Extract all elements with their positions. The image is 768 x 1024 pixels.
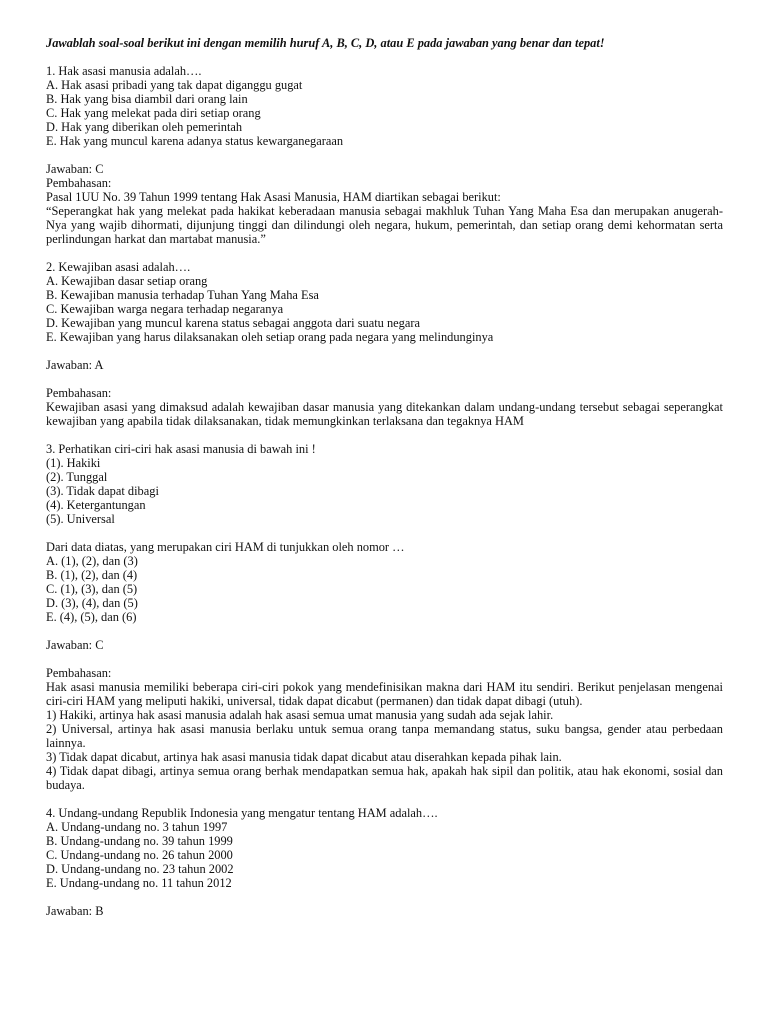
answer-option: E. Undang-undang no. 11 tahun 2012 xyxy=(46,876,232,890)
answer-option: E. (4), (5), dan (6) xyxy=(46,610,137,624)
answer-key: Jawaban: C xyxy=(46,162,104,176)
answer-option: A. Kewajiban dasar setiap orang xyxy=(46,274,208,288)
spacer xyxy=(46,652,723,666)
spacer xyxy=(46,428,723,442)
answer-key: Jawaban: B xyxy=(46,904,104,918)
answer-option: C. Kewajiban warga negara terhadap negaranya xyxy=(46,302,284,316)
answer-option: B. Hak yang bisa diambil dari orang lain xyxy=(46,92,248,106)
explanation-text: 3) Tidak dapat dicabut, artinya hak asasi manusia tidak dapat dicabut atau diserahkan kepada pihak lain. xyxy=(46,750,562,764)
explanation-text: “Seperangkat hak yang melekat pada hakikat keberadaan manusia sebagai makhluk Tuhan Yang Maha Esa dan merupakan anugerah-Nya yang wajib dihormati, dijunjung tinggi dan dilindungi oleh negara, hukum, pemerintah, dan setiap orang demi kehormatan serta perlindungan harkat dan martabat manusia.” xyxy=(46,204,723,246)
answer-option: B. Kewajiban manusia terhadap Tuhan Yang Maha Esa xyxy=(46,288,319,302)
explanation-text: Pasal 1UU No. 39 Tahun 1999 tentang Hak Asasi Manusia, HAM diartikan sebagai berikut: xyxy=(46,190,501,204)
spacer xyxy=(46,246,723,260)
answer-option: A. (1), (2), dan (3) xyxy=(46,554,138,568)
answer-option: D. Kewajiban yang muncul karena status sebagai anggota dari suatu negara xyxy=(46,316,420,330)
question-text: 4. Undang-undang Republik Indonesia yang mengatur tentang HAM adalah…. xyxy=(46,806,438,820)
explanation-label: Pembahasan: xyxy=(46,666,112,680)
spacer xyxy=(46,50,723,64)
answer-option: C. (1), (3), dan (5) xyxy=(46,582,138,596)
explanation-text: 4) Tidak dapat dibagi, artinya semua orang berhak mendapatkan semua hak, apakah hak sipil dan politik, atau hak ekonomi, sosial dan budaya. xyxy=(46,764,723,792)
question-text: 2. Kewajiban asasi adalah…. xyxy=(46,260,191,274)
answer-option: D. (3), (4), dan (5) xyxy=(46,596,138,610)
spacer xyxy=(46,148,723,162)
explanation-text: 2) Universal, artinya hak asasi manusia berlaku untuk semua orang tanpa memandang status, suku bangsa, gender atau perbedaan lainnya. xyxy=(46,722,723,750)
question-text: 1. Hak asasi manusia adalah…. xyxy=(46,64,202,78)
answer-option: D. Undang-undang no. 23 tahun 2002 xyxy=(46,862,234,876)
question-block-2 xyxy=(46,260,723,428)
spacer xyxy=(46,890,723,904)
answer-option: C. Hak yang melekat pada diri setiap orang xyxy=(46,106,261,120)
answer-option: C. Undang-undang no. 26 tahun 2000 xyxy=(46,848,233,862)
question-block-1 xyxy=(46,64,723,246)
list-item: (2). Tunggal xyxy=(46,470,108,484)
question-block-4 xyxy=(46,806,723,918)
answer-option: A. Hak asasi pribadi yang tak dapat diganggu gugat xyxy=(46,78,303,92)
explanation-text: 1) Hakiki, artinya hak asasi manusia adalah hak asasi semua umat manusia yang sudah ada sejak lahir. xyxy=(46,708,554,722)
explanation-label: Pembahasan: xyxy=(46,386,112,400)
question-block-3 xyxy=(46,442,723,792)
list-item: (3). Tidak dapat dibagi xyxy=(46,484,159,498)
spacer xyxy=(46,624,723,638)
answer-option: B. Undang-undang no. 39 tahun 1999 xyxy=(46,834,233,848)
list-item: (4). Ketergantungan xyxy=(46,498,146,512)
answer-option: D. Hak yang diberikan oleh pemerintah xyxy=(46,120,243,134)
list-item: (1). Hakiki xyxy=(46,456,101,470)
answer-key: Jawaban: C xyxy=(46,638,104,652)
list-item: (5). Universal xyxy=(46,512,115,526)
explanation-text: Kewajiban asasi yang dimaksud adalah kewajiban dasar manusia yang ditekankan dalam undang-undang tersebut sebagai seperangkat kewajiban yang apabila tidak dilaksanakan, tidak memungkinkan terlaksana dan tegaknya HAM xyxy=(46,400,723,428)
spacer xyxy=(46,344,723,358)
answer-option: B. (1), (2), dan (4) xyxy=(46,568,138,582)
question-text: 3. Perhatikan ciri-ciri hak asasi manusia di bawah ini ! xyxy=(46,442,316,456)
spacer xyxy=(46,792,723,806)
spacer xyxy=(46,526,723,540)
answer-option: E. Kewajiban yang harus dilaksanakan oleh setiap orang pada negara yang melindunginya xyxy=(46,330,494,344)
instruction-text: Jawablah soal-soal berikut ini dengan memilih huruf A, B, C, D, atau E pada jawaban yang benar dan tepat! xyxy=(46,36,605,50)
answer-option: A. Undang-undang no. 3 tahun 1997 xyxy=(46,820,228,834)
document-page xyxy=(46,36,723,918)
spacer xyxy=(46,372,723,386)
answer-option: E. Hak yang muncul karena adanya status kewarganegaraan xyxy=(46,134,344,148)
answer-key: Jawaban: A xyxy=(46,358,104,372)
explanation-label: Pembahasan: xyxy=(46,176,112,190)
question-prompt: Dari data diatas, yang merupakan ciri HAM di tunjukkan oleh nomor … xyxy=(46,540,405,554)
explanation-text: Hak asasi manusia memiliki beberapa ciri-ciri pokok yang mendefinisikan makna dari HAM itu sendiri. Berikut penjelasan mengenai ciri-ciri HAM yang meliputi hakiki, universal, tidak dapat dicabut (permanen) dan tidak dapat dibagi (utuh). xyxy=(46,680,723,708)
